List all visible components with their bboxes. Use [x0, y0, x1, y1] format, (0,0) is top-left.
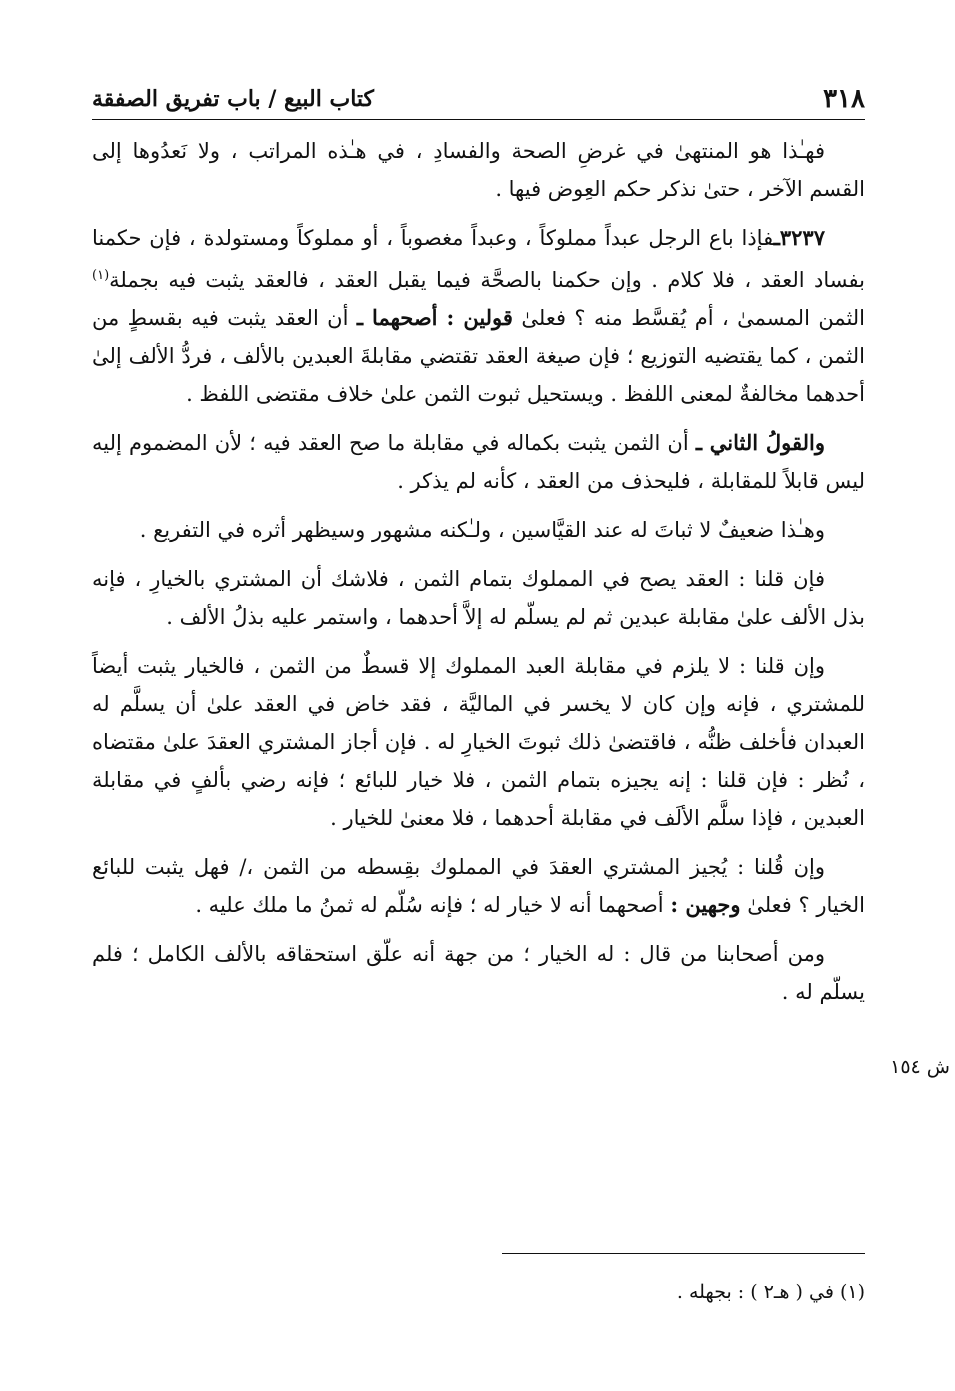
main-text — [92, 132, 865, 1022]
running-title: كتاب البيع / باب تفريق الصفقة — [92, 85, 375, 112]
paragraph-text: وإن قُلنا : يُجيز المشتري العقدَ في المملوك بقِسطه من الثمن ،/ فهل يثبت للبائع الخيار ؟ فعلىٰ — [92, 855, 865, 917]
paragraph-8: ومن أصحابنا من قال : له الخيار ؛ من جهة أنه علّق استحقاقه بالألف الكامل ؛ فلم يسلّم له . — [92, 942, 865, 1004]
paragraph-number: ٣٢٣٧ـ — [773, 225, 825, 250]
paragraph-text: أصحهما أنه لا خيار له ؛ فإنه سُلّم له ثمنُ ما ملك عليه . — [195, 893, 671, 917]
paragraph-text: أن العقد يثبت فيه بقسطٍ من الثمن ، كما يقتضيه التوزيع ؛ فإن صيغة العقد تقتضي مقابلةَ العبدين بالألف ، فردُّ الألف إلىٰ أحدهما مخالفةٌ لمعنى اللفظ . ويستحيل ثبوت الثمن علىٰ خلاف مقتضى اللفظ . — [92, 306, 865, 406]
paragraph-text: الثمن المسمىٰ ، أم يُقسَّط منه ؟ فعلىٰ — [512, 306, 866, 330]
footnote: (١) في ( هـ٢ ) : بجهله . — [676, 1281, 865, 1303]
paragraph-7 — [92, 848, 865, 924]
footnote-separator — [502, 1253, 865, 1254]
bold-phrase: قولين : أصحهما ـ — [356, 305, 513, 330]
paragraph-4: وهـٰذا ضعيفٌ لا ثباتَ له عند القيَّاسين ، ولـٰكنه مشهور وسيظهر أثره في التفريع . — [139, 518, 825, 542]
running-header — [92, 78, 865, 120]
page-number: ٣١٨ — [823, 83, 865, 114]
footnote-reference: (١) — [92, 268, 110, 283]
paragraph-text: فإذا باع الرجل عبداً مملوكاً ، وعبداً مغصوباً ، أو مملوكاً ومستولدة ، فإن حكمنا بفساد العقد ، فلا كلام . وإن حكمنا بالصحَّة فيما يقبل العقد ، فالعقد يثبت فيه بجملة — [92, 226, 865, 292]
margin-note: ش ١٥٤ — [890, 1056, 950, 1078]
bold-phrase: والقولُ الثاني ـ — [695, 430, 825, 455]
paragraph-6: وإن قلنا : لا يلزم في مقابلة العبد المملوك إلا قسطٌ من الثمن ، فالخيار يثبت أيضاً للمشتري ، فإنه وإن كان لا يخسر في الماليَّة ، فقد خاض في العقد علىٰ أن يسلَّم له العبدان فأخلف ظنُّه ، فاقتضىٰ ذلك ثبوتَ الخيارِ له . فإن أجاز المشتري العقدَ علىٰ مقتضاه ، نُظر : فإن قلنا : إنه يجيزه بتمام الثمن ، فلا خيار للبائع ؛ فإنه رضي بألفٍ في مقابلة العبدين ، فإذا سلَّم الألَف في مقابلة أحدهما ، فلا معنىٰ للخيار . — [92, 654, 865, 830]
paragraph-1: فهـٰذا هو المنتهىٰ في غرضِ الصحة والفسادِ ، في هـٰذه المراتب ، ولا نَعدُوها إلى القسم الآخر ، حتىٰ نذكر حكم العِوض فيها . — [92, 139, 865, 201]
paragraph-5: فإن قلنا : العقد يصح في المملوك بتمام الثمن ، فلاشك أن المشتري بالخيارِ ، فإنه بذل الألف علىٰ مقابلة عبدين ثم لم يسلّم له إلاَّ أحدهما ، واستمر عليه بذلُ الألف . — [92, 567, 865, 629]
paragraph-2 — [92, 219, 865, 413]
paragraph-text: أن الثمن يثبت بكماله في مقابلة ما صح العقد فيه ؛ لأن المضموم إليه ليس قابلاً للمقابلة ، فليحذف من العقد ، كأنه لم يذكر . — [92, 431, 865, 493]
bold-phrase: وجهين : — [670, 892, 741, 917]
paragraph-3 — [92, 424, 865, 500]
